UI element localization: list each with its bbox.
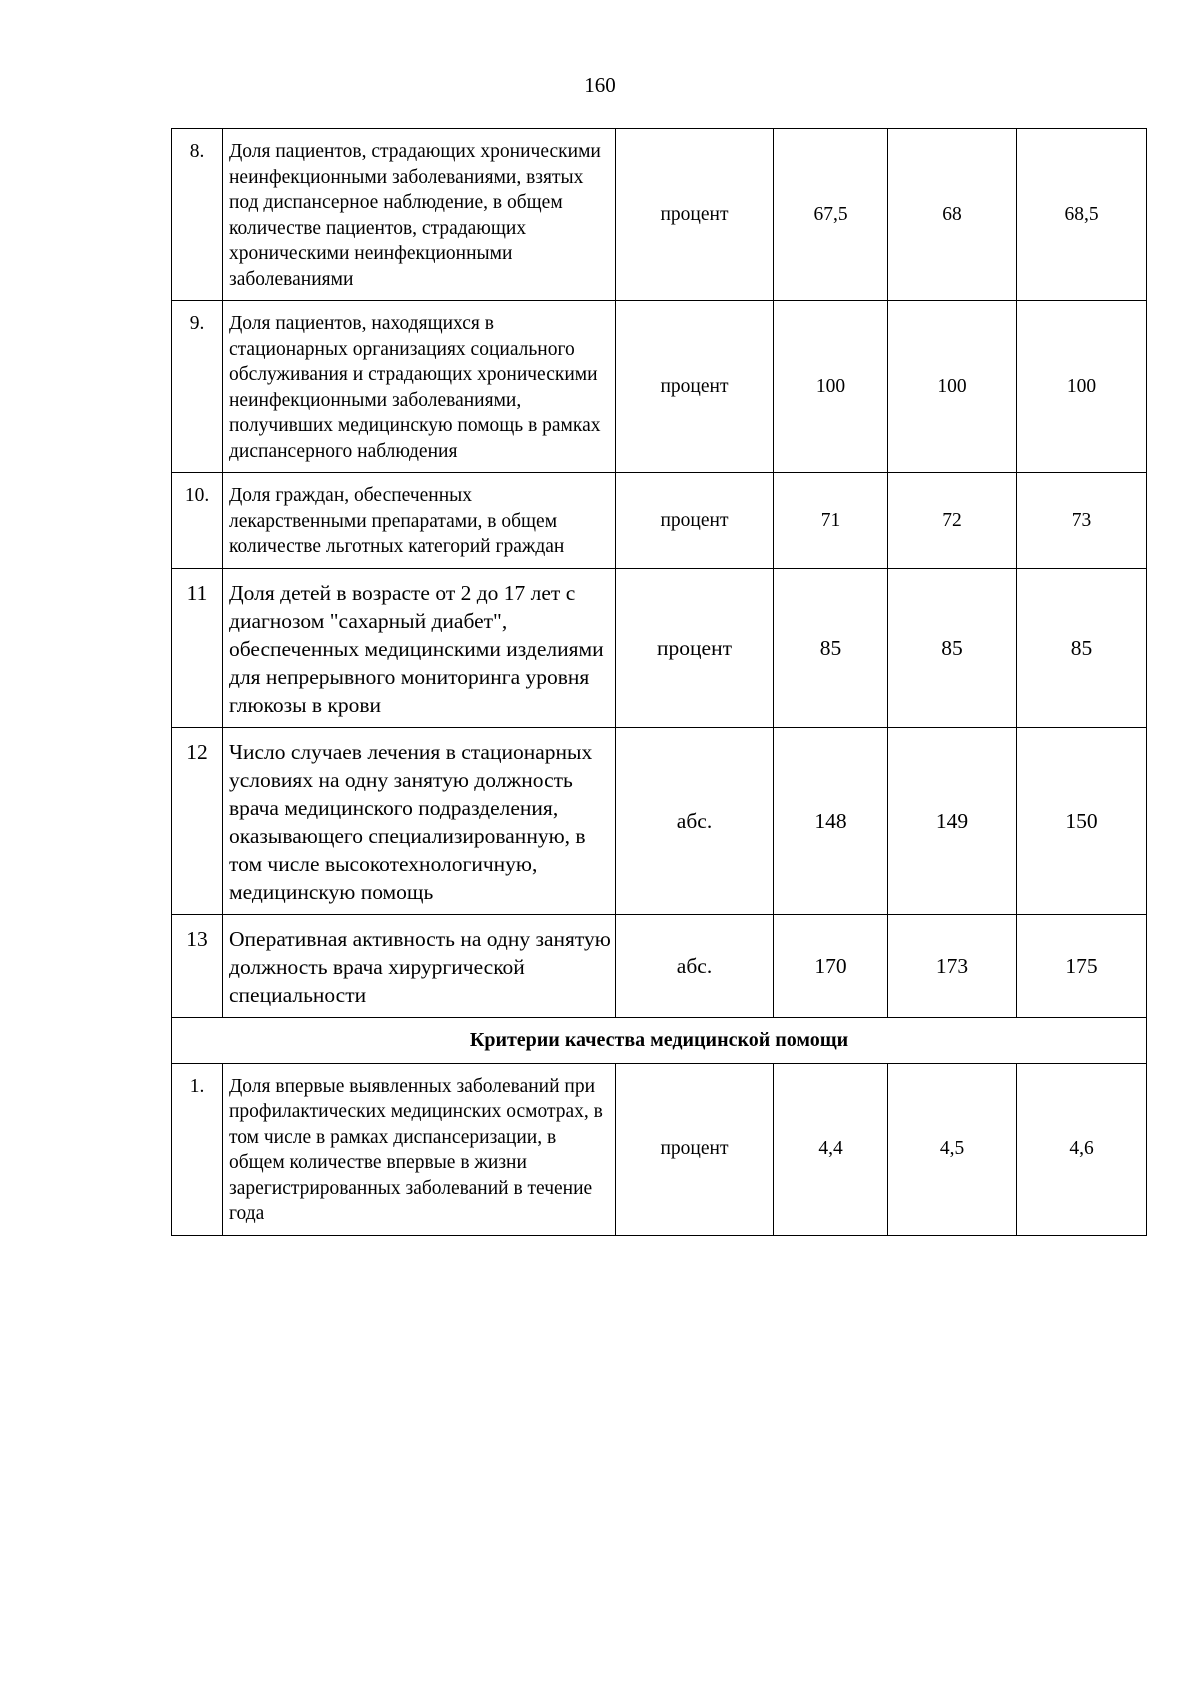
section-header-row [172, 1017, 1147, 1063]
section-title: Критерии качества медицинской помощи [172, 1017, 1147, 1063]
unit-cell: процент [616, 1063, 774, 1235]
unit-cell: процент [616, 473, 774, 569]
indicator-name: Доля пациентов, страдающих хроническими неинфекционными заболеваниями, взятых под диспансерное наблюдение, в общем количестве пациентов, страдающих хроническими неинфекционными заболеваниями [223, 129, 616, 301]
value-year-3: 85 [1017, 568, 1147, 727]
value-year-3: 150 [1017, 727, 1147, 914]
value-year-1: 71 [774, 473, 888, 569]
value-year-2: 85 [888, 568, 1017, 727]
value-year-1: 67,5 [774, 129, 888, 301]
row-number: 1. [172, 1063, 223, 1235]
row-number: 13 [172, 914, 223, 1017]
row-number: 9. [172, 301, 223, 473]
unit-cell: процент [616, 129, 774, 301]
indicators-table [171, 128, 1147, 1236]
value-year-3: 68,5 [1017, 129, 1147, 301]
value-year-2: 173 [888, 914, 1017, 1017]
row-number: 12 [172, 727, 223, 914]
value-year-3: 4,6 [1017, 1063, 1147, 1235]
table-row [172, 1063, 1147, 1235]
table-row [172, 301, 1147, 473]
value-year-2: 100 [888, 301, 1017, 473]
value-year-1: 170 [774, 914, 888, 1017]
row-number: 11 [172, 568, 223, 727]
value-year-1: 148 [774, 727, 888, 914]
value-year-2: 72 [888, 473, 1017, 569]
indicator-name: Доля впервые выявленных заболеваний при профилактических медицинских осмотрах, в том числе в рамках диспансеризации, в общем количестве впервые в жизни зарегистрированных заболеваний в течение года [223, 1063, 616, 1235]
indicator-name: Доля детей в возрасте от 2 до 17 лет с диагнозом "сахарный диабет", обеспеченных медицинскими изделиями для непрерывного мониторинга уровня глюкозы в крови [223, 568, 616, 727]
value-year-2: 68 [888, 129, 1017, 301]
indicator-name: Оперативная активность на одну занятую должность врача хирургической специальности [223, 914, 616, 1017]
value-year-3: 73 [1017, 473, 1147, 569]
table-row [172, 914, 1147, 1017]
unit-cell: процент [616, 301, 774, 473]
indicator-name: Доля пациентов, находящихся в стационарных организациях социального обслуживания и страдающих хроническими неинфекционными заболеваниями, получивших медицинскую помощь в рамках диспансерного наблюдения [223, 301, 616, 473]
value-year-3: 175 [1017, 914, 1147, 1017]
row-number: 10. [172, 473, 223, 569]
value-year-1: 4,4 [774, 1063, 888, 1235]
table-row [172, 473, 1147, 569]
table-row [172, 727, 1147, 914]
indicator-name: Доля граждан, обеспеченных лекарственными препаратами, в общем количестве льготных категорий граждан [223, 473, 616, 569]
table-row [172, 129, 1147, 301]
value-year-1: 85 [774, 568, 888, 727]
value-year-3: 100 [1017, 301, 1147, 473]
unit-cell: процент [616, 568, 774, 727]
value-year-2: 149 [888, 727, 1017, 914]
value-year-2: 4,5 [888, 1063, 1017, 1235]
row-number: 8. [172, 129, 223, 301]
unit-cell: абс. [616, 914, 774, 1017]
table-row [172, 568, 1147, 727]
unit-cell: абс. [616, 727, 774, 914]
page-number: 160 [584, 73, 616, 97]
value-year-1: 100 [774, 301, 888, 473]
indicator-name: Число случаев лечения в стационарных условиях на одну занятую должность врача медицинского подразделения, оказывающего специализированную, в том числе высокотехнологичную, медицинскую помощь [223, 727, 616, 914]
